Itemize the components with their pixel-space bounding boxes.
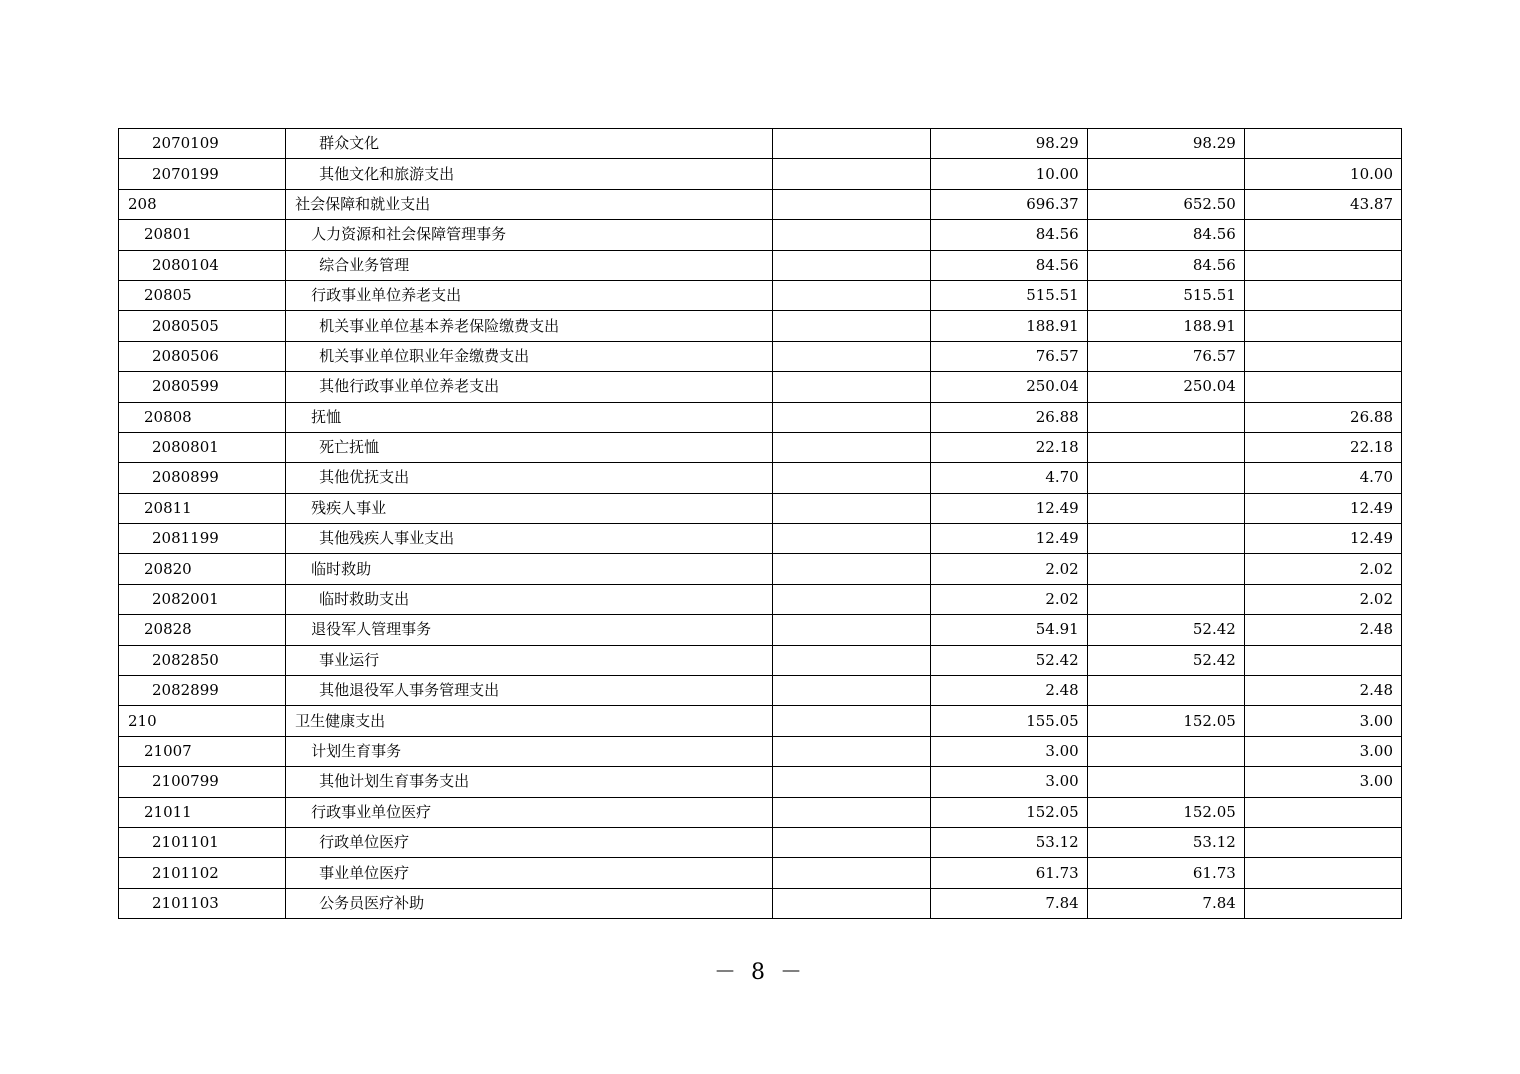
table-row [119, 615, 1402, 645]
cell-name: 事业运行 [286, 645, 772, 675]
cell-total: 2.48 [930, 676, 1087, 706]
cell-basic: 515.51 [1087, 280, 1244, 310]
cell-blank [772, 858, 930, 888]
cell-total: 22.18 [930, 432, 1087, 462]
cell-total: 2.02 [930, 584, 1087, 614]
cell-project: 22.18 [1244, 432, 1401, 462]
cell-project [1244, 797, 1401, 827]
cell-project: 2.02 [1244, 584, 1401, 614]
table-row [119, 250, 1402, 280]
table-row [119, 645, 1402, 675]
cell-name: 抚恤 [286, 402, 772, 432]
cell-project: 12.49 [1244, 524, 1401, 554]
cell-blank [772, 736, 930, 766]
cell-basic [1087, 432, 1244, 462]
cell-basic: 52.42 [1087, 615, 1244, 645]
cell-name: 公务员医疗补助 [286, 888, 772, 918]
cell-basic: 152.05 [1087, 797, 1244, 827]
cell-code: 20811 [119, 493, 286, 523]
cell-blank [772, 676, 930, 706]
cell-basic: 76.57 [1087, 341, 1244, 371]
cell-blank [772, 250, 930, 280]
cell-basic: 652.50 [1087, 189, 1244, 219]
cell-project: 4.70 [1244, 463, 1401, 493]
table-row [119, 432, 1402, 462]
cell-blank [772, 827, 930, 857]
cell-code: 2080599 [119, 372, 286, 402]
cell-name: 综合业务管理 [286, 250, 772, 280]
cell-project: 12.49 [1244, 493, 1401, 523]
cell-code: 2080104 [119, 250, 286, 280]
cell-basic: 52.42 [1087, 645, 1244, 675]
table-row [119, 706, 1402, 736]
cell-code: 2080899 [119, 463, 286, 493]
table-row [119, 767, 1402, 797]
cell-blank [772, 432, 930, 462]
cell-name: 计划生育事务 [286, 736, 772, 766]
cell-total: 250.04 [930, 372, 1087, 402]
cell-basic [1087, 736, 1244, 766]
cell-name: 其他计划生育事务支出 [286, 767, 772, 797]
cell-code: 2101103 [119, 888, 286, 918]
cell-total: 2.02 [930, 554, 1087, 584]
cell-project: 26.88 [1244, 402, 1401, 432]
cell-project [1244, 645, 1401, 675]
cell-blank [772, 554, 930, 584]
cell-name: 退役军人管理事务 [286, 615, 772, 645]
cell-basic: 84.56 [1087, 220, 1244, 250]
cell-code: 2082850 [119, 645, 286, 675]
budget-table [118, 128, 1402, 919]
cell-total: 3.00 [930, 767, 1087, 797]
cell-basic [1087, 463, 1244, 493]
cell-basic: 188.91 [1087, 311, 1244, 341]
cell-blank [772, 372, 930, 402]
cell-basic [1087, 584, 1244, 614]
cell-code: 20805 [119, 280, 286, 310]
cell-name: 残疾人事业 [286, 493, 772, 523]
cell-project [1244, 129, 1401, 159]
cell-total: 84.56 [930, 250, 1087, 280]
cell-total: 54.91 [930, 615, 1087, 645]
cell-name: 行政事业单位医疗 [286, 797, 772, 827]
cell-total: 4.70 [930, 463, 1087, 493]
table-row [119, 129, 1402, 159]
page-number: － 8 － [714, 960, 806, 985]
cell-project [1244, 250, 1401, 280]
cell-blank [772, 402, 930, 432]
cell-blank [772, 280, 930, 310]
cell-project: 3.00 [1244, 736, 1401, 766]
cell-name: 行政单位医疗 [286, 827, 772, 857]
cell-project [1244, 858, 1401, 888]
cell-total: 155.05 [930, 706, 1087, 736]
cell-total: 696.37 [930, 189, 1087, 219]
table-row [119, 493, 1402, 523]
cell-basic: 61.73 [1087, 858, 1244, 888]
cell-project [1244, 341, 1401, 371]
cell-basic: 152.05 [1087, 706, 1244, 736]
cell-basic [1087, 767, 1244, 797]
cell-code: 21011 [119, 797, 286, 827]
cell-basic [1087, 554, 1244, 584]
cell-name: 社会保障和就业支出 [286, 189, 772, 219]
cell-basic: 7.84 [1087, 888, 1244, 918]
table-row [119, 280, 1402, 310]
cell-name: 行政事业单位养老支出 [286, 280, 772, 310]
cell-code: 2080506 [119, 341, 286, 371]
table-row [119, 888, 1402, 918]
table-row [119, 736, 1402, 766]
cell-blank [772, 767, 930, 797]
cell-code: 2081199 [119, 524, 286, 554]
cell-name: 机关事业单位基本养老保险缴费支出 [286, 311, 772, 341]
cell-blank [772, 706, 930, 736]
cell-blank [772, 888, 930, 918]
cell-basic: 84.56 [1087, 250, 1244, 280]
cell-name: 人力资源和社会保障管理事务 [286, 220, 772, 250]
cell-basic [1087, 493, 1244, 523]
table-row [119, 827, 1402, 857]
cell-project: 43.87 [1244, 189, 1401, 219]
cell-total: 7.84 [930, 888, 1087, 918]
cell-project [1244, 280, 1401, 310]
cell-project [1244, 220, 1401, 250]
cell-project: 3.00 [1244, 706, 1401, 736]
table-row [119, 554, 1402, 584]
table-row [119, 463, 1402, 493]
cell-code: 20808 [119, 402, 286, 432]
cell-code: 2082001 [119, 584, 286, 614]
cell-basic: 98.29 [1087, 129, 1244, 159]
cell-code: 2080505 [119, 311, 286, 341]
cell-code: 21007 [119, 736, 286, 766]
cell-name: 其他退役军人事务管理支出 [286, 676, 772, 706]
cell-basic: 53.12 [1087, 827, 1244, 857]
table-row [119, 341, 1402, 371]
cell-basic [1087, 402, 1244, 432]
cell-code: 2070109 [119, 129, 286, 159]
table-row [119, 402, 1402, 432]
cell-total: 12.49 [930, 524, 1087, 554]
table-row [119, 797, 1402, 827]
cell-name: 死亡抚恤 [286, 432, 772, 462]
cell-name: 事业单位医疗 [286, 858, 772, 888]
cell-total: 52.42 [930, 645, 1087, 675]
cell-blank [772, 159, 930, 189]
cell-project: 2.48 [1244, 615, 1401, 645]
cell-total: 98.29 [930, 129, 1087, 159]
cell-code: 208 [119, 189, 286, 219]
cell-total: 188.91 [930, 311, 1087, 341]
cell-name: 临时救助 [286, 554, 772, 584]
cell-name: 临时救助支出 [286, 584, 772, 614]
table-row [119, 311, 1402, 341]
cell-blank [772, 797, 930, 827]
cell-name: 其他行政事业单位养老支出 [286, 372, 772, 402]
cell-total: 10.00 [930, 159, 1087, 189]
cell-code: 20801 [119, 220, 286, 250]
cell-code: 2082899 [119, 676, 286, 706]
cell-blank [772, 220, 930, 250]
cell-name: 其他残疾人事业支出 [286, 524, 772, 554]
cell-project: 3.00 [1244, 767, 1401, 797]
cell-blank [772, 584, 930, 614]
cell-blank [772, 493, 930, 523]
cell-basic [1087, 524, 1244, 554]
table-row [119, 372, 1402, 402]
cell-code: 2101101 [119, 827, 286, 857]
cell-name: 其他优抚支出 [286, 463, 772, 493]
cell-total: 84.56 [930, 220, 1087, 250]
cell-name: 其他文化和旅游支出 [286, 159, 772, 189]
budget-table-container [118, 128, 1402, 919]
cell-blank [772, 129, 930, 159]
cell-code: 2101102 [119, 858, 286, 888]
cell-total: 3.00 [930, 736, 1087, 766]
cell-code: 20828 [119, 615, 286, 645]
cell-total: 76.57 [930, 341, 1087, 371]
cell-basic [1087, 676, 1244, 706]
cell-project [1244, 888, 1401, 918]
table-row [119, 189, 1402, 219]
cell-blank [772, 645, 930, 675]
cell-project [1244, 372, 1401, 402]
cell-project: 2.02 [1244, 554, 1401, 584]
cell-total: 53.12 [930, 827, 1087, 857]
table-row [119, 220, 1402, 250]
cell-blank [772, 524, 930, 554]
cell-code: 2100799 [119, 767, 286, 797]
cell-name: 群众文化 [286, 129, 772, 159]
cell-total: 152.05 [930, 797, 1087, 827]
cell-blank [772, 463, 930, 493]
cell-name: 机关事业单位职业年金缴费支出 [286, 341, 772, 371]
cell-basic: 250.04 [1087, 372, 1244, 402]
cell-code: 2070199 [119, 159, 286, 189]
table-row [119, 676, 1402, 706]
cell-basic [1087, 159, 1244, 189]
table-row [119, 159, 1402, 189]
cell-code: 210 [119, 706, 286, 736]
table-body [119, 129, 1402, 919]
cell-total: 12.49 [930, 493, 1087, 523]
cell-blank [772, 311, 930, 341]
cell-code: 2080801 [119, 432, 286, 462]
cell-blank [772, 341, 930, 371]
cell-blank [772, 615, 930, 645]
cell-blank [772, 189, 930, 219]
cell-code: 20820 [119, 554, 286, 584]
table-row [119, 584, 1402, 614]
table-row [119, 858, 1402, 888]
cell-project: 2.48 [1244, 676, 1401, 706]
cell-project: 10.00 [1244, 159, 1401, 189]
table-row [119, 524, 1402, 554]
cell-total: 61.73 [930, 858, 1087, 888]
cell-name: 卫生健康支出 [286, 706, 772, 736]
cell-project [1244, 827, 1401, 857]
cell-total: 515.51 [930, 280, 1087, 310]
cell-total: 26.88 [930, 402, 1087, 432]
cell-project [1244, 311, 1401, 341]
